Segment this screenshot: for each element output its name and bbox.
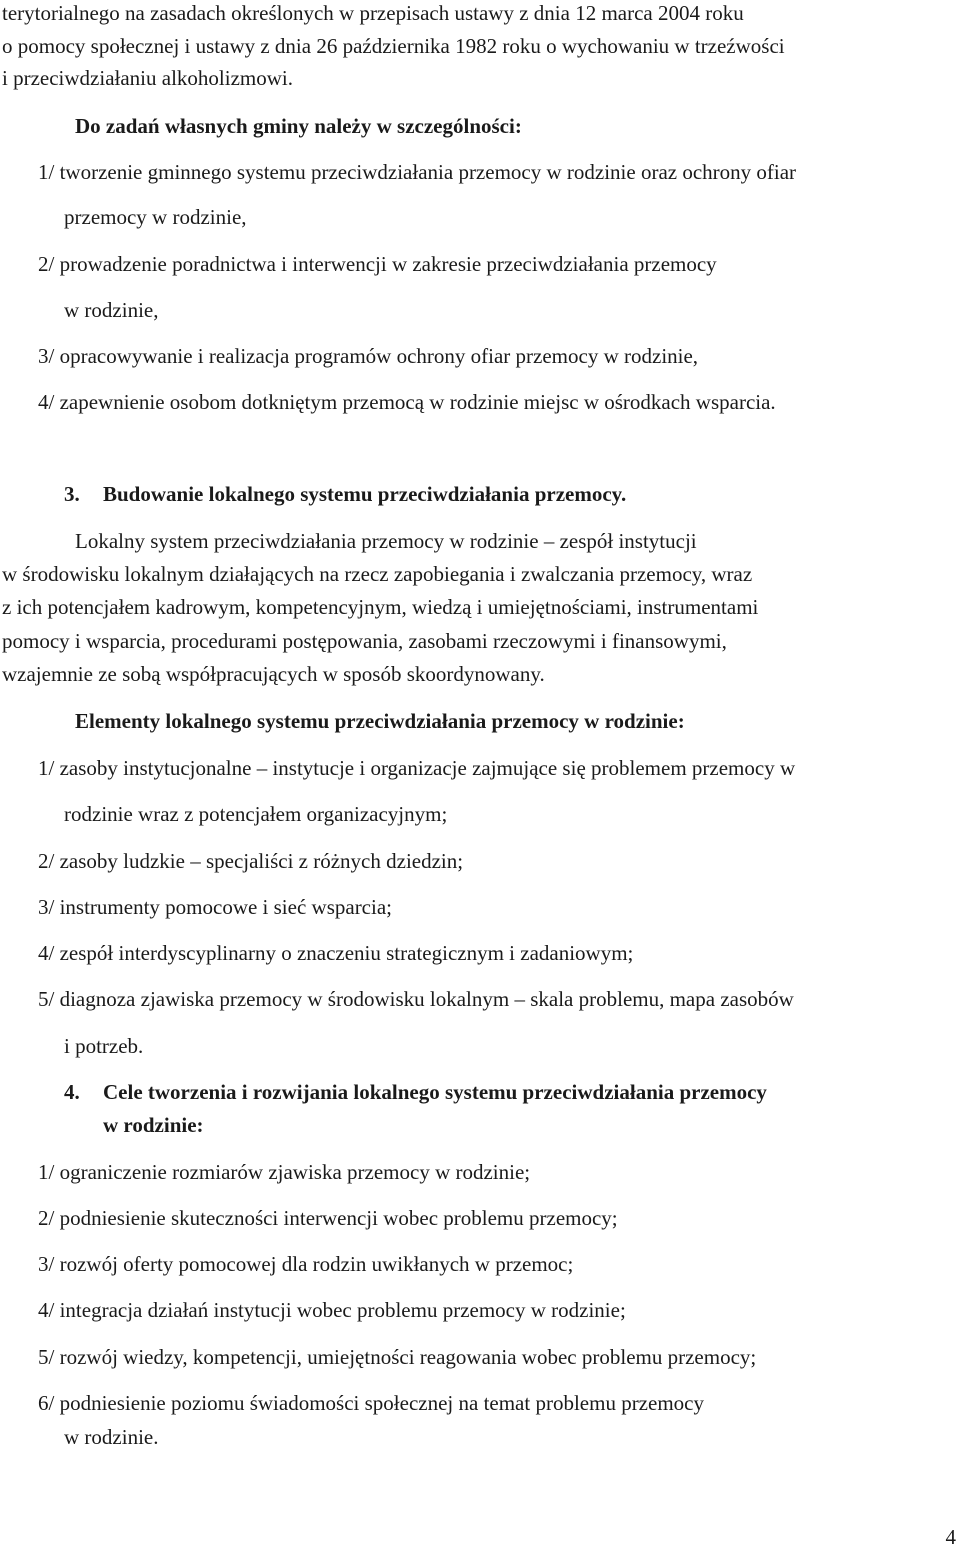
section-3-number: 3. xyxy=(64,482,80,506)
own-task-1-line-2: przemocy w rodzinie, xyxy=(64,205,247,229)
goal-6-line-2: w rodzinie. xyxy=(64,1425,159,1449)
element-3: 3/ instrumenty pomocowe i sieć wsparcia; xyxy=(38,895,392,919)
section-4-title-line-1: Cele tworzenia i rozwijania lokalnego systemu przeciwdziałania przemocy xyxy=(103,1080,767,1104)
goal-5: 5/ rozwój wiedzy, kompetencji, umiejętności reagowania wobec problemu przemocy; xyxy=(38,1345,757,1369)
section-3-title: Budowanie lokalnego systemu przeciwdziałania przemocy. xyxy=(103,482,627,506)
goal-1: 1/ ograniczenie rozmiarów zjawiska przemocy w rodzinie; xyxy=(38,1160,531,1184)
section-3-paragraph-line-4: pomocy i wsparcia, procedurami postępowania, zasobami rzeczowymi i finansowymi, xyxy=(2,629,727,653)
section-3-paragraph-line-2: w środowisku lokalnym działających na rzecz zapobiegania i zwalczania przemocy, wraz xyxy=(2,562,753,586)
intro-line-2: o pomocy społecznej i ustawy z dnia 26 października 1982 roku o wychowaniu w trzeźwości xyxy=(2,34,785,58)
goal-2: 2/ podniesienie skuteczności interwencji wobec problemu przemocy; xyxy=(38,1206,618,1230)
section-3-paragraph-line-5: wzajemnie ze sobą współpracujących w sposób skoordynowany. xyxy=(2,662,545,686)
own-task-1-line-1: 1/ tworzenie gminnego systemu przeciwdziałania przemocy w rodzinie oraz ochrony ofiar xyxy=(38,160,797,184)
element-2: 2/ zasoby ludzkie – specjaliści z różnych dziedzin; xyxy=(38,849,464,873)
intro-line-3: i przeciwdziałaniu alkoholizmowi. xyxy=(2,66,293,90)
own-task-3: 3/ opracowywanie i realizacja programów ochrony ofiar przemocy w rodzinie, xyxy=(38,344,699,368)
own-task-2-line-2: w rodzinie, xyxy=(64,298,159,322)
own-tasks-heading: Do zadań własnych gminy należy w szczególności: xyxy=(75,114,522,138)
section-4-title-line-2: w rodzinie: xyxy=(103,1113,204,1137)
own-task-4: 4/ zapewnienie osobom dotkniętym przemocą w rodzinie miejsc w ośrodkach wsparcia. xyxy=(38,390,776,414)
element-4: 4/ zespół interdyscyplinarny o znaczeniu strategicznym i zadaniowym; xyxy=(38,941,634,965)
section-3-paragraph-line-1: Lokalny system przeciwdziałania przemocy w rodzinie – zespół instytucji xyxy=(75,529,697,553)
own-task-2-line-1: 2/ prowadzenie poradnictwa i interwencji w zakresie przeciwdziałania przemocy xyxy=(38,252,717,276)
element-5-line-1: 5/ diagnoza zjawiska przemocy w środowisku lokalnym – skala problemu, mapa zasobów xyxy=(38,987,794,1011)
intro-line-1: terytorialnego na zasadach określonych w przepisach ustawy z dnia 12 marca 2004 roku xyxy=(2,1,744,25)
element-1-line-1: 1/ zasoby instytucjonalne – instytucje i organizacje zajmujące się problemem przemocy w xyxy=(38,756,796,780)
goal-3: 3/ rozwój oferty pomocowej dla rodzin uwikłanych w przemoc; xyxy=(38,1252,574,1276)
goal-4: 4/ integracja działań instytucji wobec problemu przemocy w rodzinie; xyxy=(38,1298,626,1322)
section-3-paragraph-line-3: z ich potencjałem kadrowym, kompetencyjnym, wiedzą i umiejętnościami, instrumentami xyxy=(2,595,759,619)
page-number: 4 xyxy=(945,1525,956,1549)
element-5-line-2: i potrzeb. xyxy=(64,1034,144,1058)
elements-heading: Elementy lokalnego systemu przeciwdziałania przemocy w rodzinie: xyxy=(75,709,685,733)
goal-6-line-1: 6/ podniesienie poziomu świadomości społecznej na temat problemu przemocy xyxy=(38,1391,704,1415)
element-1-line-2: rodzinie wraz z potencjałem organizacyjnym; xyxy=(64,802,448,826)
section-4-number: 4. xyxy=(64,1080,80,1104)
